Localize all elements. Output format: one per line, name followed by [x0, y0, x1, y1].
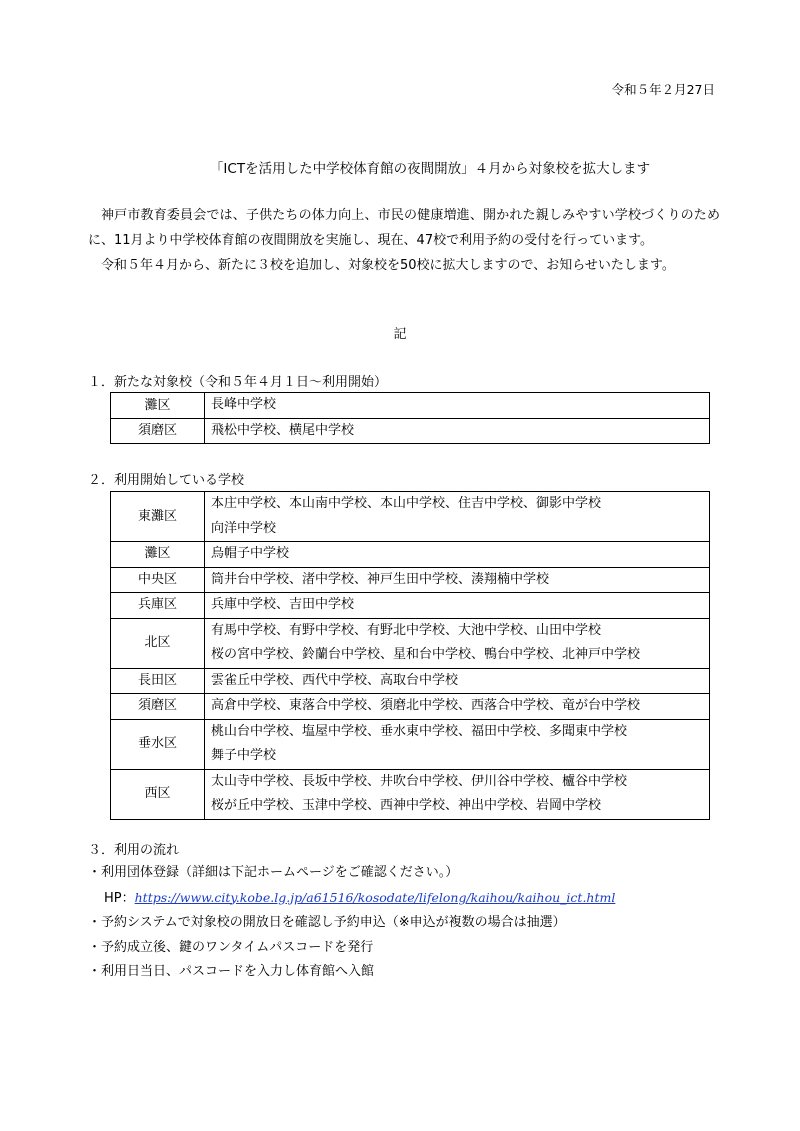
- ward-cell: 長田区: [111, 668, 205, 694]
- school-list-line: 舞子中学校: [211, 748, 277, 763]
- school-list-cell: [205, 393, 710, 419]
- table-row: [111, 694, 710, 720]
- document-title: 「ICTを活用した中学校体育館の夜間開放」４月から対象校を拡大します: [209, 161, 651, 177]
- table-row: [111, 567, 710, 593]
- school-list-line: 筒井台中学校、渚中学校、神戸生田中学校、湊翔楠中学校: [211, 571, 550, 587]
- document-date: 令和５年２月27日: [611, 82, 715, 97]
- current-schools-table: [110, 491, 710, 820]
- table-row: [111, 618, 710, 668]
- ward-cell: 垂水区: [111, 719, 205, 769]
- table-row: [111, 668, 710, 694]
- flow-item-passcode: ・予約成立後、鍵のワンタイムパスコードを発行: [88, 939, 374, 955]
- flow-item-reserve: ・予約システムで対象校の開放日を確認し予約申込（※申込が複数の場合は抽選）: [88, 915, 566, 930]
- intro-text: [88, 203, 720, 278]
- school-list-cell: [205, 418, 710, 444]
- school-list-line: 烏帽子中学校: [211, 546, 290, 561]
- homepage-line: [88, 886, 615, 912]
- ward-cell: 須磨区: [111, 694, 205, 720]
- table-row: [111, 719, 710, 769]
- school-list-cell: [205, 567, 710, 593]
- school-list-line: 桜の宮中学校、鈴蘭台中学校、星和台中学校、鴨台中学校、北神戸中学校: [211, 647, 641, 662]
- school-list-line: 兵庫中学校、吉田中学校: [211, 597, 355, 612]
- table-row: [111, 542, 710, 568]
- section-2-heading: ２．利用開始している学校: [88, 473, 245, 488]
- ward-cell: 須磨区: [111, 418, 205, 444]
- school-list-line: 桃山台中学校、塩屋中学校、垂水東中学校、福田中学校、多聞東中学校: [211, 723, 628, 739]
- homepage-label: HP：: [104, 890, 135, 906]
- school-list-cell: [205, 719, 710, 769]
- school-list-line: 長峰中学校: [211, 397, 277, 412]
- ward-cell: 東灘区: [111, 492, 205, 542]
- school-list-cell: [205, 593, 710, 619]
- intro-paragraph-1: 神戸市教育委員会では、子供たちの体力向上、市民の健康増進、開かれた親しみやすい学校づくりのために、11月より中学校体育館の夜間開放を実施し、現在、47校で利用予約の受付を行っています。: [88, 208, 720, 248]
- table-row: [111, 418, 710, 444]
- ki-marker: 記: [393, 327, 407, 342]
- ward-cell: 北区: [111, 618, 205, 668]
- school-list-line: 飛松中学校、横尾中学校: [211, 422, 355, 438]
- school-list-cell: [205, 769, 710, 819]
- table-row: [111, 393, 710, 419]
- new-schools-table: [110, 392, 710, 444]
- flow-item-entry: ・利用日当日、パスコードを入力し体育館へ入館: [88, 964, 375, 979]
- section-3-heading: ３．利用の流れ: [88, 843, 180, 858]
- school-list-cell: [205, 694, 710, 720]
- usage-flow-list: [88, 861, 615, 985]
- ward-cell: 中央区: [111, 567, 205, 593]
- school-list-cell: [205, 668, 710, 694]
- ward-cell: 兵庫区: [111, 593, 205, 619]
- section-1-heading: １．新たな対象校（令和５年４月１日～利用開始）: [88, 375, 388, 390]
- ward-cell: 灘区: [111, 393, 205, 419]
- flow-item-register: ・利用団体登録（詳細は下記ホームページをご確認ください。）: [88, 865, 459, 880]
- school-list-cell: [205, 618, 710, 668]
- school-list-line: 雲雀丘中学校、西代中学校、高取台中学校: [211, 672, 459, 688]
- homepage-link[interactable]: https://www.city.kobe.lg.jp/a61516/kosodate/lifelong/kaihou/kaihou_ict.html: [134, 889, 616, 905]
- ward-cell: 西区: [111, 769, 205, 819]
- table-row: [111, 593, 710, 619]
- intro-paragraph-2: 令和５年４月から、新たに３校を追加し、対象校を50校に拡大しますので、お知らせいたします。: [101, 258, 675, 273]
- school-list-line: 向洋中学校: [211, 520, 277, 536]
- school-list-line: 太山寺中学校、長坂中学校、井吹台中学校、伊川谷中学校、櫨谷中学校: [211, 773, 628, 789]
- school-list-line: 有馬中学校、有野中学校、有野北中学校、大池中学校、山田中学校: [211, 622, 602, 638]
- table-row: [111, 492, 710, 542]
- school-list-line: 高倉中学校、東落合中学校、須磨北中学校、西落合中学校、竜が台中学校: [211, 698, 641, 713]
- school-list-line: 本庄中学校、本山南中学校、本山中学校、住吉中学校、御影中学校: [211, 496, 602, 511]
- table-row: [111, 769, 710, 819]
- school-list-cell: [205, 492, 710, 542]
- ward-cell: 灘区: [111, 542, 205, 568]
- school-list-line: 桜が丘中学校、玉津中学校、西神中学校、神出中学校、岩岡中学校: [211, 798, 602, 813]
- school-list-cell: [205, 542, 710, 568]
